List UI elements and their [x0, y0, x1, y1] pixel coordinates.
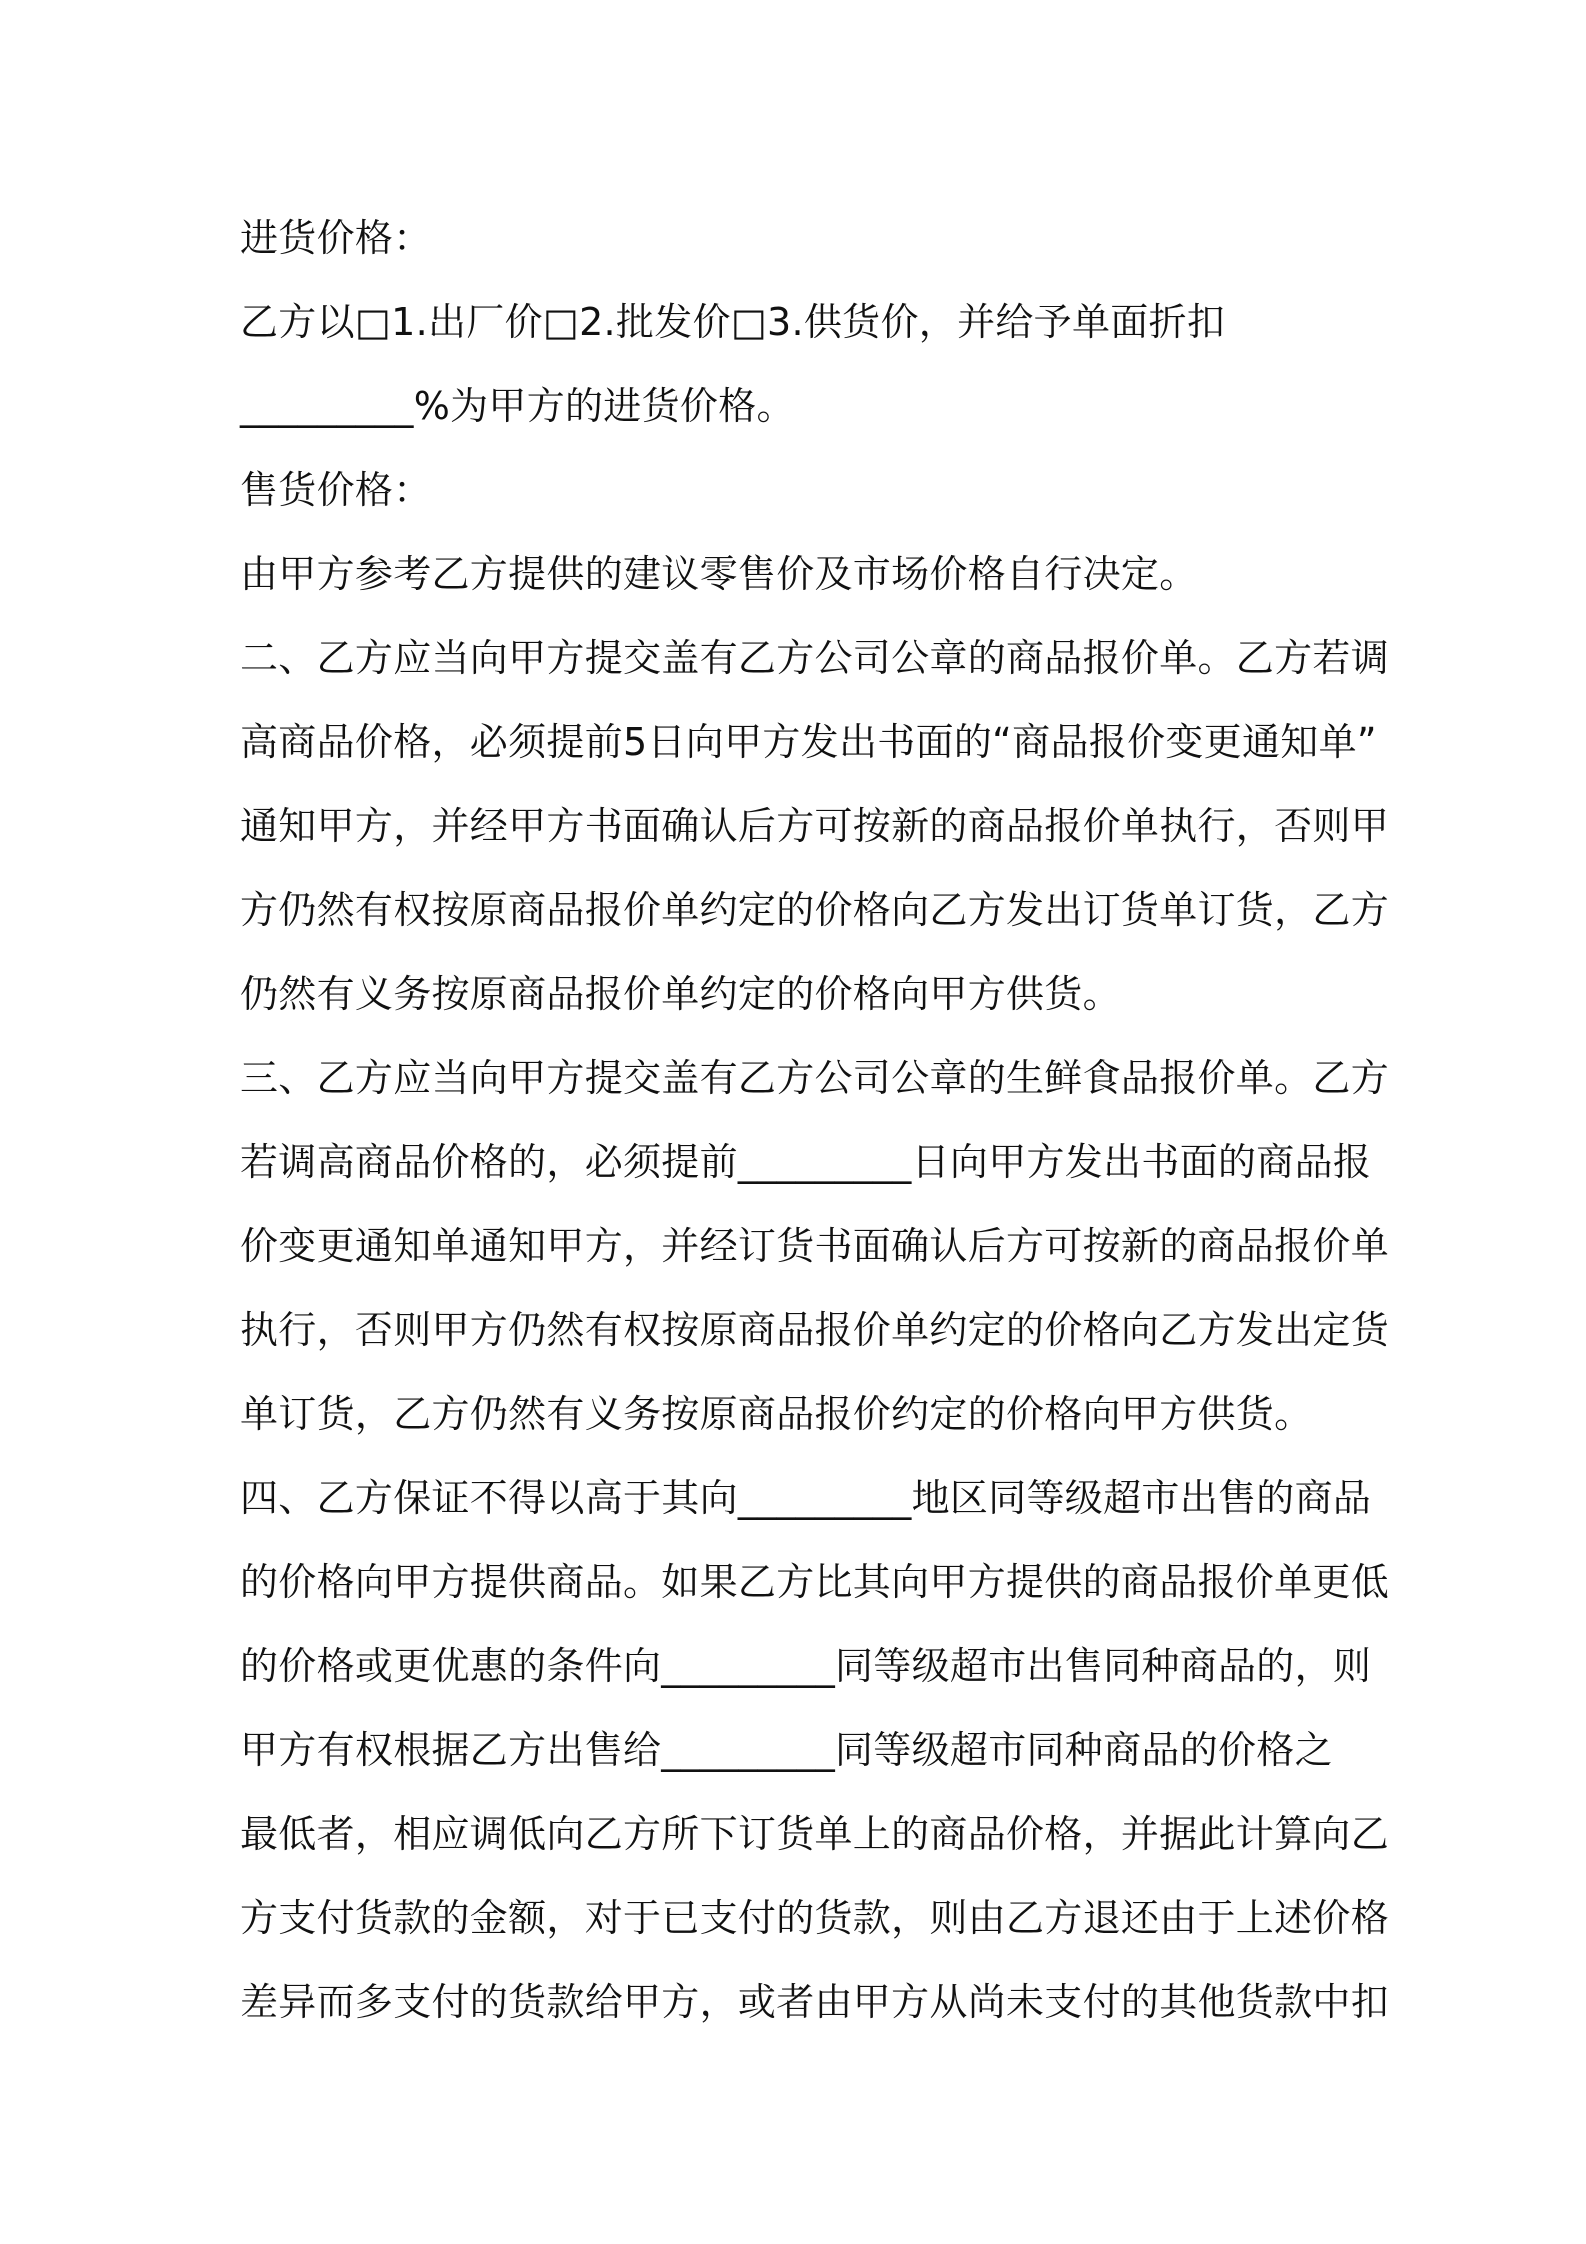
clause-2-line: 仍然有义务按原商品报价单约定的价格向甲方供货。: [240, 972, 1121, 1016]
clause-2-line: 高商品价格，必须提前5日向甲方发出书面的“商品报价变更通知单”: [240, 720, 1377, 764]
clause-3-line: 价变更通知单通知甲方，并经订货书面确认后方可按新的商品报价单: [240, 1224, 1390, 1268]
clause-3-line: 三、乙方应当向甲方提交盖有乙方公司公章的生鲜食品报价单。乙方: [240, 1056, 1390, 1100]
heading-sales-price: 售货价格：: [240, 468, 432, 512]
clause-4-line: 最低者，相应调低向乙方所下订货单上的商品价格，并据此计算向乙: [240, 1812, 1390, 1856]
clause-2-line: 方仍然有权按原商品报价单约定的价格向乙方发出订货单订货，乙方: [240, 888, 1390, 932]
clause-4-line: 方支付货款的金额，对于已支付的货款，则由乙方退还由于上述价格: [240, 1896, 1390, 1940]
clause-4-line: 的价格或更优惠的条件向_________同等级超市出售同种商品的，则: [240, 1644, 1372, 1688]
heading-purchase-price: 进货价格：: [240, 216, 432, 260]
clause-4-line: 四、乙方保证不得以高于其向_________地区同等级超市出售的商品: [240, 1476, 1372, 1520]
clause-2-line: 二、乙方应当向甲方提交盖有乙方公司公章的商品报价单。乙方若调: [240, 636, 1390, 680]
clause-3-line: 执行，否则甲方仍然有权按原商品报价单约定的价格向乙方发出定货: [240, 1308, 1390, 1352]
clause-3-line: 单订货，乙方仍然有义务按原商品报价约定的价格向甲方供货。: [240, 1392, 1313, 1436]
document-body: [240, 196, 1390, 2044]
clause-4-line: 差异而多支付的货款给甲方，或者由甲方从尚未支付的其他货款中扣: [240, 1980, 1390, 2024]
clause-3-line: 若调高商品价格的，必须提前_________日向甲方发出书面的商品报: [240, 1140, 1372, 1184]
clause-2-line: 通知甲方，并经甲方书面确认后方可按新的商品报价单执行，否则甲: [240, 804, 1390, 848]
paragraph-line: 由甲方参考乙方提供的建议零售价及市场价格自行决定。: [240, 552, 1198, 596]
clause-4-line: 的价格向甲方提供商品。如果乙方比其向甲方提供的商品报价单更低: [240, 1560, 1390, 1604]
paragraph-line: _________%为甲方的进货价格。: [240, 384, 795, 428]
clause-4-line: 甲方有权根据乙方出售给_________同等级超市同种商品的价格之: [240, 1728, 1333, 1772]
paragraph-line: 乙方以□1.出厂价□2.批发价□3.供货价，并给予单面折扣: [240, 300, 1226, 344]
